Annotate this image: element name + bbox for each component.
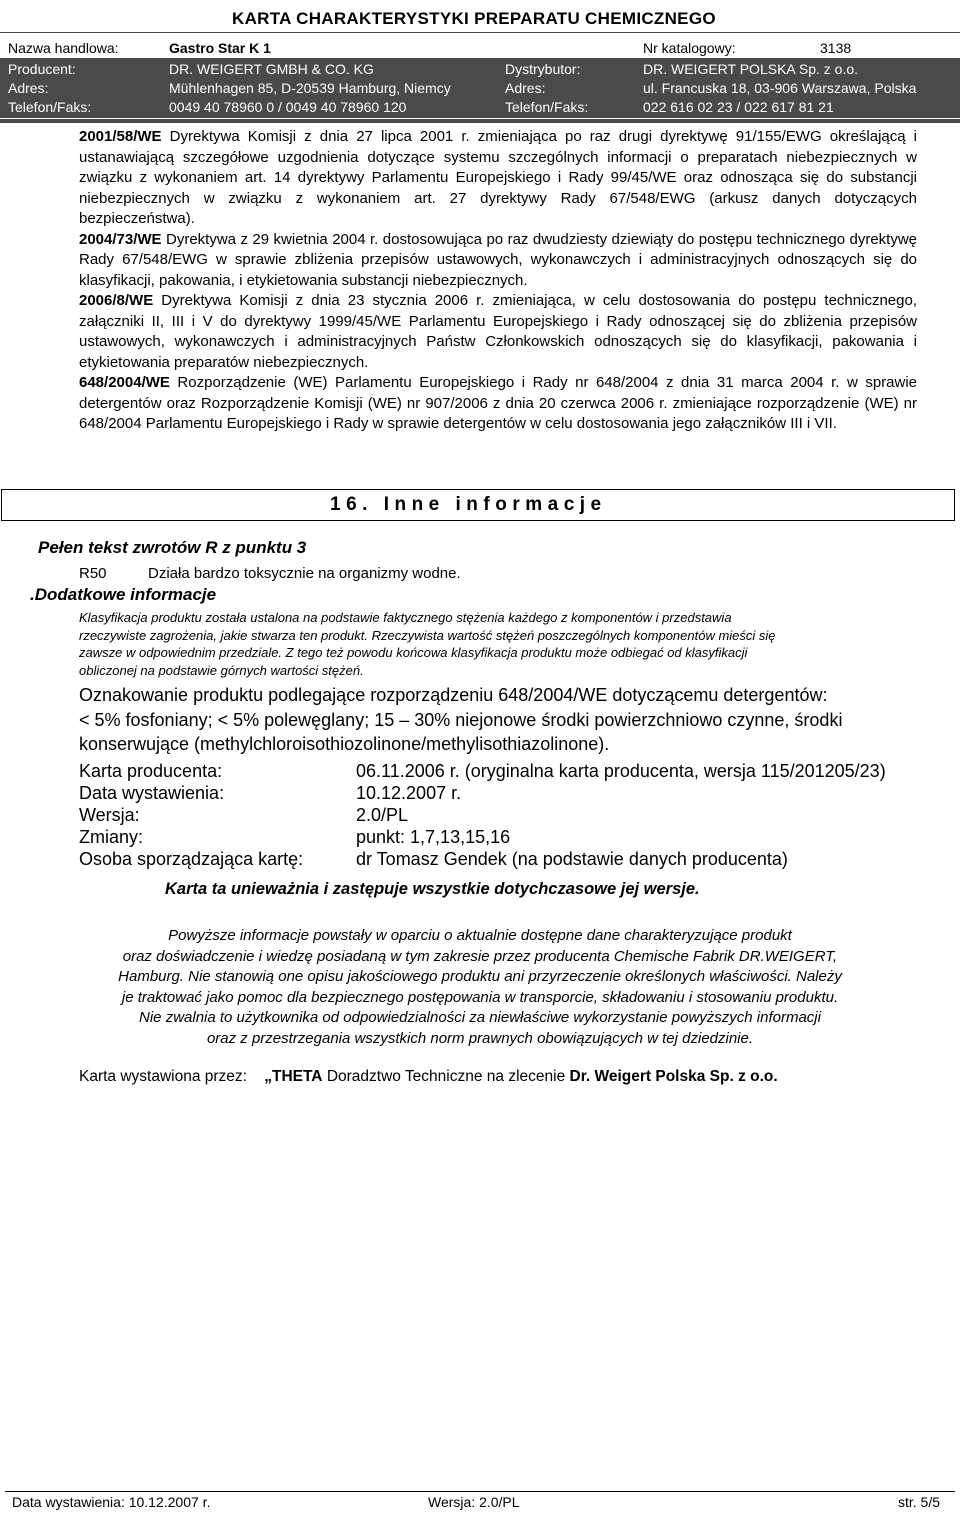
header-top-rule xyxy=(0,32,960,33)
additional-info-text xyxy=(79,609,924,679)
meta-value-producer-sheet: 06.11.2006 r. (oryginalna karta producenta, wersja 115/201205/23) xyxy=(356,761,886,781)
issuer-client: Dr. Weigert Polska Sp. z o.o. xyxy=(569,1068,778,1085)
r-phrases-heading: Pełen tekst zwrotów R z punktu 3 xyxy=(38,538,307,557)
meta-label-issue-date: Data wystawienia: xyxy=(79,783,225,803)
catalog-number: 3138 xyxy=(820,40,852,56)
meta-value-changes: punkt: 1,7,13,15,16 xyxy=(356,827,511,847)
trade-name-label: Nazwa handlowa: xyxy=(8,40,119,56)
trade-name: Gastro Star K 1 xyxy=(169,40,271,56)
regulation-code: 2004/73/WE xyxy=(79,230,162,248)
regulation-code: 2001/58/WE xyxy=(79,128,162,145)
footer-version: Wersja: 2.0/PL xyxy=(428,1494,520,1510)
labeling-line: konserwujące (methylchloroisothiozolinone/methylisothiazolinone). xyxy=(79,734,610,754)
regulation-text: o preparatach niebezpiecznych w związku z wykonaniem art. 14 dyrektywy Parlamentu Europejskiego xyxy=(79,148,917,186)
issuer-description: Doradztwo Techniczne na zlecenie xyxy=(326,1068,566,1085)
regulation-text: i administracyjnych odnoszących się do klasyfikacji, pakowania, i etykietowania substancji xyxy=(79,251,918,289)
additional-info-line: obliczonej na podstawie górnych wartości stężeń. xyxy=(79,662,364,678)
regulation-text: technicznego dyrektywę Rady 67/548/EWG w sprawie zbliżenia przepisów ustawowych, wykonawczych xyxy=(79,230,918,268)
regulation-text: się do zbliżenia przepisów ustawowych, wykonawczych i administracyjnych Państw Członkowskich xyxy=(79,312,917,350)
section-16-title: 16. Inne informacje xyxy=(330,494,607,515)
issuer-label: Karta wystawiona przez: xyxy=(79,1068,247,1085)
footer-issue-date: Data wystawienia: 10.12.2007 r. xyxy=(12,1494,211,1510)
regulation-text: i Rady 99/45/WE oraz odnosząca się do substancji niebezpiecznych w związku z wykonaniem art. 27 xyxy=(79,169,917,207)
detergent-labeling-text xyxy=(79,683,925,757)
regulation-text: r. w sprawie detergentów oraz Rozporządzenie Komisji (WE) nr 907/2006 z dnia 20 czerwca 2006 r. xyxy=(79,374,918,412)
distributor-address: ul. Francuska 18, 03-906 Warszawa, Polska xyxy=(643,80,917,96)
disclaimer-line: je traktować jako pomoc dla bezpiecznego postępowania w transporcie, składowaniu i stosowaniu produktu. xyxy=(121,988,839,1006)
disclaimer-line: Hamburg. Nie stanowią one opisu jakościowego produktu ani przyrzeczenie określonych właściwości. Należy xyxy=(118,968,842,985)
distributor-name: DR. WEIGERT POLSKA Sp. z o.o. xyxy=(643,61,859,77)
additional-info-line: rzeczywiste zagrożenia, jakie stwarza ten produkt. Rzeczywista wartość stężeń poszczególnych komponentów mieści się xyxy=(79,627,776,643)
labeling-line: Oznakowanie produktu podlegające rozporządzeniu 648/2004/WE dotyczącemu detergentów: xyxy=(79,685,828,705)
issuer-name: „THETA xyxy=(264,1068,323,1085)
meta-value-issue-date: 10.12.2007 r. xyxy=(356,783,462,803)
address-label: Adres: xyxy=(8,80,49,96)
regulation-item xyxy=(79,373,917,435)
disclaimer xyxy=(40,926,920,1049)
meta-label-version: Wersja: xyxy=(79,805,140,825)
regulation-text: Rozporządzenie (WE) Parlamentu Europejskiego i Rady nr 648/2004 z dnia 31 marca 2004 xyxy=(177,374,824,391)
footer-rule xyxy=(5,1491,955,1492)
regulation-text: Dyrektywa Komisji z dnia 27 lipca 2001 r. zmieniająca po raz drugi dyrektywę 91/155/EWG xyxy=(169,128,822,145)
header-row-phone xyxy=(0,96,960,118)
distributor-phone: 022 616 02 23 / 022 617 81 21 xyxy=(643,99,834,115)
meta-label-author: Osoba sporządzająca kartę: xyxy=(79,849,304,869)
regulation-text: określającą i ustanawiającą szczegółowe uzgodnienia dotyczące systemu szczególnych informacji xyxy=(79,128,918,166)
footer-page-number: str. 5/5 xyxy=(898,1494,941,1510)
supersedes-note: Karta ta unieważnia i zastępuje wszystkie dotychczasowe jej wersje. xyxy=(165,880,700,898)
distributor-address-label: Adres: xyxy=(505,80,546,96)
additional-info-line: zawsze w odpowiednim przedziale. Z tego też powodu końcowa klasyfikacja produktu może odbiegać od klasyfikacji xyxy=(79,645,748,660)
regulation-item xyxy=(79,127,917,230)
additional-info-line: Klasyfikacja produktu została ustalona na podstawie faktycznego stężenia każdego z komponentów i przedstawia xyxy=(79,610,732,625)
r-phrase-text: Działa bardzo toksycznie na organizmy wodne. xyxy=(148,565,461,582)
regulation-text: Dyrektywa Komisji z dnia 23 stycznia 2006 r. zmieniająca, w celu dostosowania do postępu xyxy=(161,292,817,309)
producer-name: DR. WEIGERT GMBH & CO. KG xyxy=(169,61,374,77)
regulation-text: technicznego, załączniki II, III i V do dyrektywy 1999/45/WE Parlamentu Europejskiego i Rady odnoszącej xyxy=(79,292,917,330)
header-bottom-rule xyxy=(0,119,960,123)
phone-label: Telefon/Faks: xyxy=(8,99,92,115)
regulations-list xyxy=(79,127,917,435)
document-title: KARTA CHARAKTERYSTYKI PREPARATU CHEMICZNEGO xyxy=(232,9,716,28)
issuer-line xyxy=(79,1068,778,1086)
regulation-item xyxy=(79,291,917,373)
producer-label: Producent: xyxy=(8,61,76,77)
distributor-label: Dystrybutor: xyxy=(505,61,581,77)
regulation-text: Dyrektywa z 29 kwietnia 2004 r. dostosowująca po raz dwudziesty dziewiąty do postępu xyxy=(166,230,753,248)
meta-label-producer-sheet: Karta producenta: xyxy=(79,761,223,781)
regulation-text: zmieniające rozporządzenie (WE) nr 648/2004 Parlamentu Europejskiego i Rady w sprawie detergentów xyxy=(79,394,917,432)
regulation-item xyxy=(79,230,917,292)
catalog-label: Nr katalogowy: xyxy=(643,40,736,56)
producer-address: Mühlenhagen 85, D-20539 Hamburg, Niemcy xyxy=(169,80,451,96)
meta-value-version: 2.0/PL xyxy=(356,805,409,825)
meta-value-author: dr Tomasz Gendek (na podstawie danych producenta) xyxy=(356,849,788,869)
producer-phone: 0049 40 78960 0 / 0049 40 78960 120 xyxy=(169,99,407,115)
regulation-text: dyrektywy Rady 67/548/EWG (arkusz danych dotyczących bezpieczeństwa). xyxy=(79,189,917,227)
regulation-text: odnoszących się do klasyfikacji, pakowania i etykietowania preparatów niebezpiecznych. xyxy=(79,333,918,371)
disclaimer-line: oraz doświadczenie i wiedzę posiadaną w tym zakresie przez producenta Chemische Fabrik DR.WEIGERT, xyxy=(122,947,838,965)
header-row-trade-name xyxy=(0,37,960,59)
disclaimer-line: Nie zwalnia to użytkownika od odpowiedzialności za niewłaściwe wykorzystanie powyższych informacji xyxy=(139,1009,821,1026)
regulation-text: niebezpiecznych. xyxy=(412,271,528,289)
regulation-text: w celu dostosowania jego załączników III i VII. xyxy=(530,415,837,432)
disclaimer-line: Powyższe informacje powstały w oparciu o aktualnie dostępne dane charakteryzujące produkt xyxy=(168,927,792,944)
labeling-line: < 5% fosfoniany; < 5% polewęglany; 15 – 30% niejonowe środki powierzchniowo czynne, środki xyxy=(79,709,843,730)
disclaimer-line: oraz z przestrzegania wszystkich norm prawnych obowiązujących w tej dziedzinie. xyxy=(206,1029,754,1047)
additional-info-heading: .Dodatkowe informacje xyxy=(30,585,217,604)
regulation-code: 2006/8/WE xyxy=(79,292,154,309)
regulation-code: 648/2004/WE xyxy=(79,374,170,391)
r-phrase-code: R50 xyxy=(79,565,107,582)
distributor-phone-label: Telefon/Faks: xyxy=(505,99,589,115)
meta-label-changes: Zmiany: xyxy=(79,827,144,847)
